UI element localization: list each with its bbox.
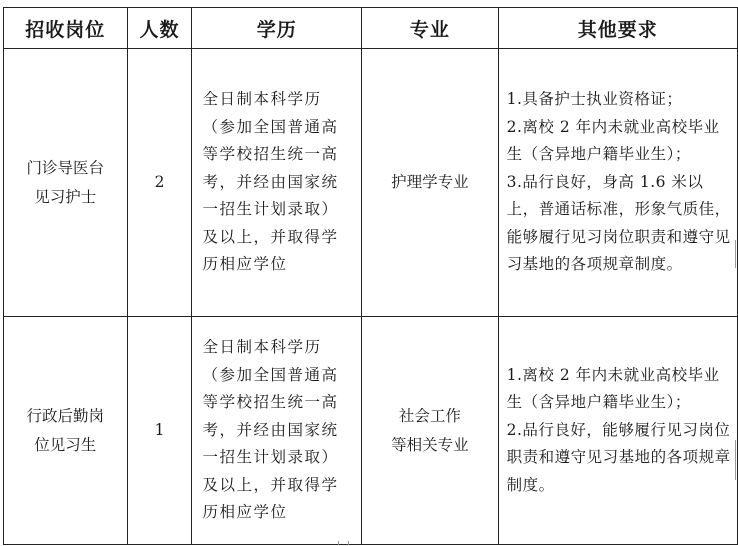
requirement-item: 2.离校 2 年内未就业高校毕业生（含异地户籍毕业生）； xyxy=(506,117,720,164)
requirement-item: 1.离校 2 年内未就业高校毕业生（含异地户籍毕业生）； xyxy=(506,365,720,412)
scan-mark xyxy=(735,440,736,480)
cell-major xyxy=(362,49,499,317)
cell-count xyxy=(127,317,192,545)
table-row xyxy=(4,49,738,317)
header-row xyxy=(4,8,738,49)
header-education: 学历 xyxy=(192,8,362,49)
position-line: 位见习生 xyxy=(34,435,97,454)
position-line: 行政后勤岗 xyxy=(26,406,105,425)
position-line: 见习护士 xyxy=(34,187,97,206)
scan-mark xyxy=(348,541,349,545)
requirement-item: 2.品行良好，能够履行见习岗位职责和遵守见习基地的各项规章制度。 xyxy=(506,420,731,494)
education-text: 全日制本科学历（参加全国普通高等学校招生统一高考，并经由国家统一招生计划录取）及以上，并取得学历相应学位 xyxy=(202,337,339,522)
table-row xyxy=(4,317,738,545)
header-count: 人数 xyxy=(127,8,192,49)
cell-requirements xyxy=(498,49,737,317)
position-line: 门诊导医台 xyxy=(26,158,105,177)
cell-requirements xyxy=(498,317,737,545)
header-requirements: 其他要求 xyxy=(498,8,737,49)
count-value: 2 xyxy=(154,173,165,191)
count-value: 1 xyxy=(154,421,165,439)
recruitment-table xyxy=(3,7,738,545)
requirement-item: 3.品行良好，身高 1.6 米以上，普通话标准，形象气质佳，能够履行见习岗位职责和遵守见习基地的各项规章制度。 xyxy=(506,172,731,274)
major-line: 社会工作 xyxy=(398,406,461,425)
education-text: 全日制本科学历（参加全国普通高等学校招生统一高考，并经由国家统一招生计划录取）及以上，并取得学历相应学位 xyxy=(202,89,339,274)
cell-position xyxy=(4,317,128,545)
header-position: 招收岗位 xyxy=(4,8,128,49)
scan-mark xyxy=(338,541,339,545)
cell-education xyxy=(192,317,362,545)
cell-major xyxy=(362,317,499,545)
major-line: 等相关专业 xyxy=(391,435,469,454)
cell-position xyxy=(4,49,128,317)
header-major: 专业 xyxy=(362,8,499,49)
cell-count xyxy=(127,49,192,317)
scan-mark xyxy=(735,240,736,268)
major-line: 护理学专业 xyxy=(391,173,469,191)
cell-education xyxy=(192,49,362,317)
requirement-item: 1.具备护士执业资格证； xyxy=(506,89,683,108)
